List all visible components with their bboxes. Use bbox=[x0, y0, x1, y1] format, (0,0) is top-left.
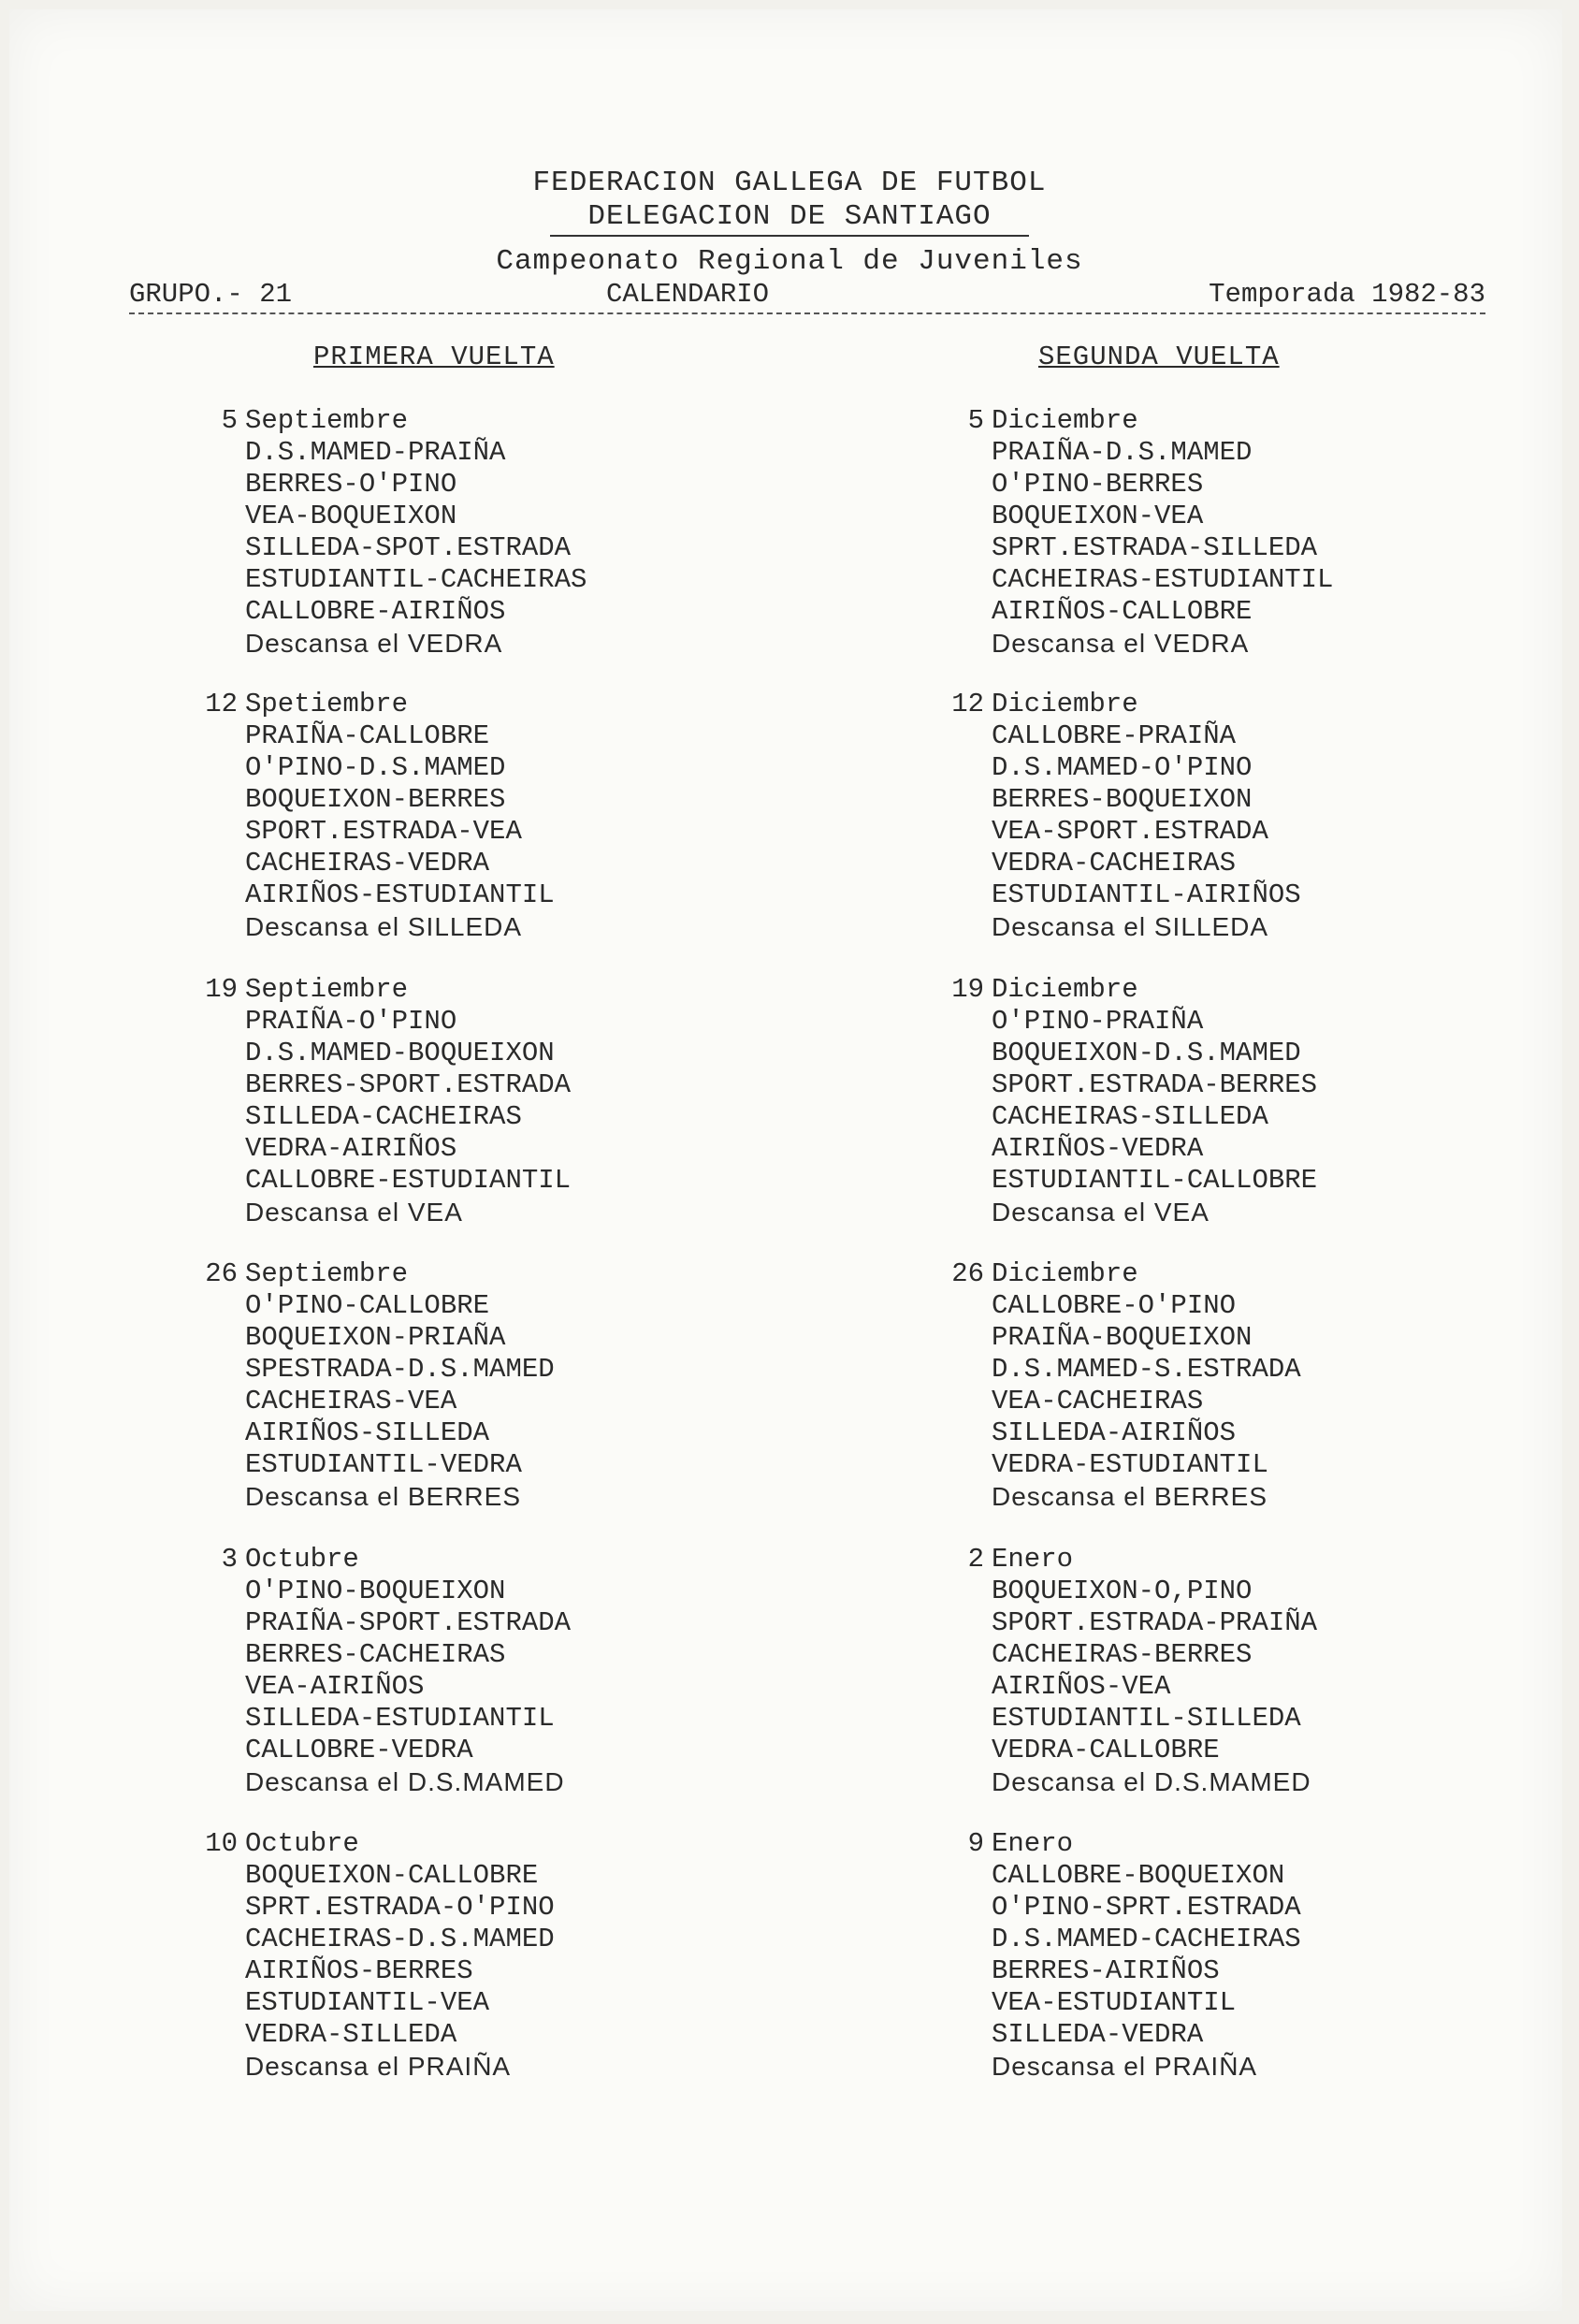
group-season-row bbox=[129, 279, 1485, 314]
round-day: 3 bbox=[221, 1544, 238, 1575]
match-line: D.S.MAMED-O'PINO bbox=[992, 752, 1253, 783]
round-block bbox=[221, 1544, 769, 1798]
round-block bbox=[967, 405, 1515, 660]
delegation-title bbox=[0, 200, 1579, 233]
match-line: PRAIÑA-D.S.MAMED bbox=[992, 437, 1253, 468]
match-line: D.S.MAMED-CACHEIRAS bbox=[992, 1924, 1301, 1954]
match-line: SPORT.ESTRADA-PRAIÑA bbox=[992, 1607, 1318, 1638]
match-line: BERRES-CACHEIRAS bbox=[245, 1639, 506, 1670]
match-line: SILLEDA-AIRIÑOS bbox=[992, 1417, 1237, 1448]
round-day: 9 bbox=[967, 1828, 984, 1859]
round-month: Octubre bbox=[245, 1828, 359, 1859]
match-line: VEDRA-ESTUDIANTIL bbox=[992, 1449, 1268, 1480]
match-line: O'PINO-D.S.MAMED bbox=[245, 752, 506, 783]
match-line: AIRIÑOS-BERRES bbox=[245, 1955, 473, 1986]
first-round-title: PRIMERA VUELTA bbox=[313, 341, 555, 372]
round-day: 12 bbox=[205, 689, 238, 719]
match-line: SILLEDA-CACHEIRAS bbox=[245, 1101, 522, 1132]
second-round-title: SEGUNDA VUELTA bbox=[1038, 341, 1280, 372]
championship-title: Campeonato Regional de Juveniles bbox=[496, 245, 1083, 278]
round-month: Septiembre bbox=[245, 974, 409, 1005]
delegation-title-text: DELEGACION DE SANTIAGO bbox=[550, 200, 1028, 237]
match-line: VEA-BOQUEIXON bbox=[245, 501, 457, 531]
match-line: PRAIÑA-SPORT.ESTRADA bbox=[245, 1607, 572, 1638]
match-line: AIRIÑOS-VEDRA bbox=[992, 1133, 1204, 1164]
round-month: Diciembre bbox=[992, 974, 1138, 1005]
round-day: 19 bbox=[205, 974, 238, 1005]
match-line: D.S.MAMED-S.ESTRADA bbox=[992, 1354, 1301, 1385]
federation-title: FEDERACION GALLEGA DE FUTBOL bbox=[532, 167, 1047, 199]
rest-line: Descansa el SILLEDA bbox=[245, 912, 523, 941]
round-month: Diciembre bbox=[992, 1258, 1138, 1289]
match-line: CALLOBRE-ESTUDIANTIL bbox=[245, 1165, 572, 1196]
match-line: D.S.MAMED-PRAIÑA bbox=[245, 437, 506, 468]
match-line: AIRIÑOS-VEA bbox=[992, 1671, 1171, 1702]
round-block bbox=[205, 689, 769, 943]
rest-line: Descansa el D.S.MAMED bbox=[992, 1767, 1311, 1796]
match-line: CACHEIRAS-D.S.MAMED bbox=[245, 1924, 555, 1954]
match-line: CACHEIRAS-VEDRA bbox=[245, 848, 490, 879]
round-block bbox=[967, 1828, 1515, 2083]
match-line: CALLOBRE-O'PINO bbox=[992, 1290, 1237, 1321]
round-day: 10 bbox=[205, 1828, 238, 1859]
season-label: Temporada 1982-83 bbox=[1209, 279, 1485, 310]
match-line: SILLEDA-SPOT.ESTRADA bbox=[245, 532, 572, 563]
match-line: ESTUDIANTIL-AIRIÑOS bbox=[992, 879, 1301, 910]
match-line: VEDRA-CACHEIRAS bbox=[992, 848, 1237, 879]
match-line: SPORT.ESTRADA-VEA bbox=[245, 816, 522, 847]
match-line: BERRES-O'PINO bbox=[245, 469, 457, 500]
match-line: O'PINO-BERRES bbox=[992, 469, 1204, 500]
rest-line: Descansa el VEDRA bbox=[245, 629, 503, 658]
match-line: BOQUEIXON-PRIAÑA bbox=[245, 1322, 506, 1353]
match-line: O'PINO-PRAIÑA bbox=[992, 1006, 1204, 1037]
round-day: 19 bbox=[951, 974, 984, 1005]
round-month: Octubre bbox=[245, 1544, 359, 1575]
match-line: ESTUDIANTIL-SILLEDA bbox=[992, 1703, 1301, 1734]
round-day: 5 bbox=[221, 405, 238, 436]
match-line: BERRES-SPORT.ESTRADA bbox=[245, 1069, 572, 1100]
rest-line: Descansa el VEDRA bbox=[992, 629, 1250, 658]
round-day: 26 bbox=[205, 1258, 238, 1289]
match-line: VEA-AIRIÑOS bbox=[245, 1671, 425, 1702]
match-line: AIRIÑOS-SILLEDA bbox=[245, 1417, 490, 1448]
round-block bbox=[221, 405, 769, 660]
round-month: Enero bbox=[992, 1828, 1074, 1859]
round-block bbox=[205, 1828, 769, 2083]
round-month: Diciembre bbox=[992, 405, 1138, 436]
match-line: VEDRA-AIRIÑOS bbox=[245, 1133, 457, 1164]
round-day: 5 bbox=[967, 405, 984, 436]
match-line: AIRIÑOS-ESTUDIANTIL bbox=[245, 879, 555, 910]
round-block bbox=[951, 1258, 1515, 1513]
round-block bbox=[205, 974, 769, 1228]
rest-line: Descansa el BERRES bbox=[992, 1482, 1268, 1511]
match-line: BOQUEIXON-D.S.MAMED bbox=[992, 1038, 1301, 1068]
match-line: VEDRA-SILLEDA bbox=[245, 2019, 457, 2050]
match-line: BOQUEIXON-BERRES bbox=[245, 784, 506, 815]
match-line: CACHEIRAS-VEA bbox=[245, 1386, 457, 1416]
match-line: ESTUDIANTIL-VEDRA bbox=[245, 1449, 522, 1480]
match-line: CACHEIRAS-SILLEDA bbox=[992, 1101, 1268, 1132]
round-block bbox=[951, 689, 1515, 943]
match-line: ESTUDIANTIL-CACHEIRAS bbox=[245, 564, 587, 595]
match-line: ESTUDIANTIL-VEA bbox=[245, 1987, 490, 2018]
match-line: PRAIÑA-CALLOBRE bbox=[245, 720, 490, 751]
match-line: SPRT.ESTRADA-O'PINO bbox=[245, 1892, 555, 1923]
match-line: PRAIÑA-O'PINO bbox=[245, 1006, 457, 1037]
group-label: GRUPO.- 21 bbox=[129, 279, 293, 310]
match-line: CACHEIRAS-ESTUDIANTIL bbox=[992, 564, 1334, 595]
rest-line: Descansa el SILLEDA bbox=[992, 912, 1269, 941]
match-line: SILLEDA-VEDRA bbox=[992, 2019, 1204, 2050]
rest-line: Descansa el VEA bbox=[245, 1198, 463, 1227]
match-line: SPESTRADA-D.S.MAMED bbox=[245, 1354, 555, 1385]
match-line: VEA-CACHEIRAS bbox=[992, 1386, 1204, 1416]
round-month: Enero bbox=[992, 1544, 1074, 1575]
match-line: CALLOBRE-VEDRA bbox=[245, 1735, 473, 1765]
match-line: SPORT.ESTRADA-BERRES bbox=[992, 1069, 1318, 1100]
match-line: BOQUEIXON-O,PINO bbox=[992, 1576, 1253, 1606]
match-line: PRAIÑA-BOQUEIXON bbox=[992, 1322, 1253, 1353]
rest-line: Descansa el VEA bbox=[992, 1198, 1210, 1227]
match-line: SILLEDA-ESTUDIANTIL bbox=[245, 1703, 555, 1734]
match-line: CALLOBRE-BOQUEIXON bbox=[992, 1860, 1285, 1891]
match-line: VEA-SPORT.ESTRADA bbox=[992, 816, 1268, 847]
match-line: CACHEIRAS-BERRES bbox=[992, 1639, 1253, 1670]
round-block bbox=[205, 1258, 769, 1513]
match-line: CALLOBRE-PRAIÑA bbox=[992, 720, 1237, 751]
round-day: 26 bbox=[951, 1258, 984, 1289]
match-line: BOQUEIXON-CALLOBRE bbox=[245, 1860, 539, 1891]
rest-line: Descansa el PRAIÑA bbox=[245, 2052, 512, 2081]
match-line: ESTUDIANTIL-CALLOBRE bbox=[992, 1165, 1318, 1196]
match-line: CALLOBRE-AIRIÑOS bbox=[245, 596, 506, 627]
round-month: Septiembre bbox=[245, 1258, 409, 1289]
match-line: BERRES-AIRIÑOS bbox=[992, 1955, 1220, 1986]
match-line: AIRIÑOS-CALLOBRE bbox=[992, 596, 1253, 627]
round-block bbox=[967, 1544, 1515, 1798]
round-block bbox=[951, 974, 1515, 1228]
match-line: SPRT.ESTRADA-SILLEDA bbox=[992, 532, 1318, 563]
round-day: 2 bbox=[967, 1544, 984, 1575]
match-line: BOQUEIXON-VEA bbox=[992, 501, 1204, 531]
rest-line: Descansa el PRAIÑA bbox=[992, 2052, 1258, 2081]
round-month: Septiembre bbox=[245, 405, 409, 436]
match-line: O'PINO-BOQUEIXON bbox=[245, 1576, 506, 1606]
rest-line: Descansa el D.S.MAMED bbox=[245, 1767, 565, 1796]
match-line: VEA-ESTUDIANTIL bbox=[992, 1987, 1237, 2018]
match-line: D.S.MAMED-BOQUEIXON bbox=[245, 1038, 555, 1068]
calendar-label: CALENDARIO bbox=[606, 279, 770, 310]
round-month: Spetiembre bbox=[245, 689, 409, 719]
rest-line: Descansa el BERRES bbox=[245, 1482, 522, 1511]
match-line: BERRES-BOQUEIXON bbox=[992, 784, 1253, 815]
round-day: 12 bbox=[951, 689, 984, 719]
match-line: O'PINO-CALLOBRE bbox=[245, 1290, 490, 1321]
round-month: Diciembre bbox=[992, 689, 1138, 719]
match-line: VEDRA-CALLOBRE bbox=[992, 1735, 1220, 1765]
match-line: O'PINO-SPRT.ESTRADA bbox=[992, 1892, 1301, 1923]
